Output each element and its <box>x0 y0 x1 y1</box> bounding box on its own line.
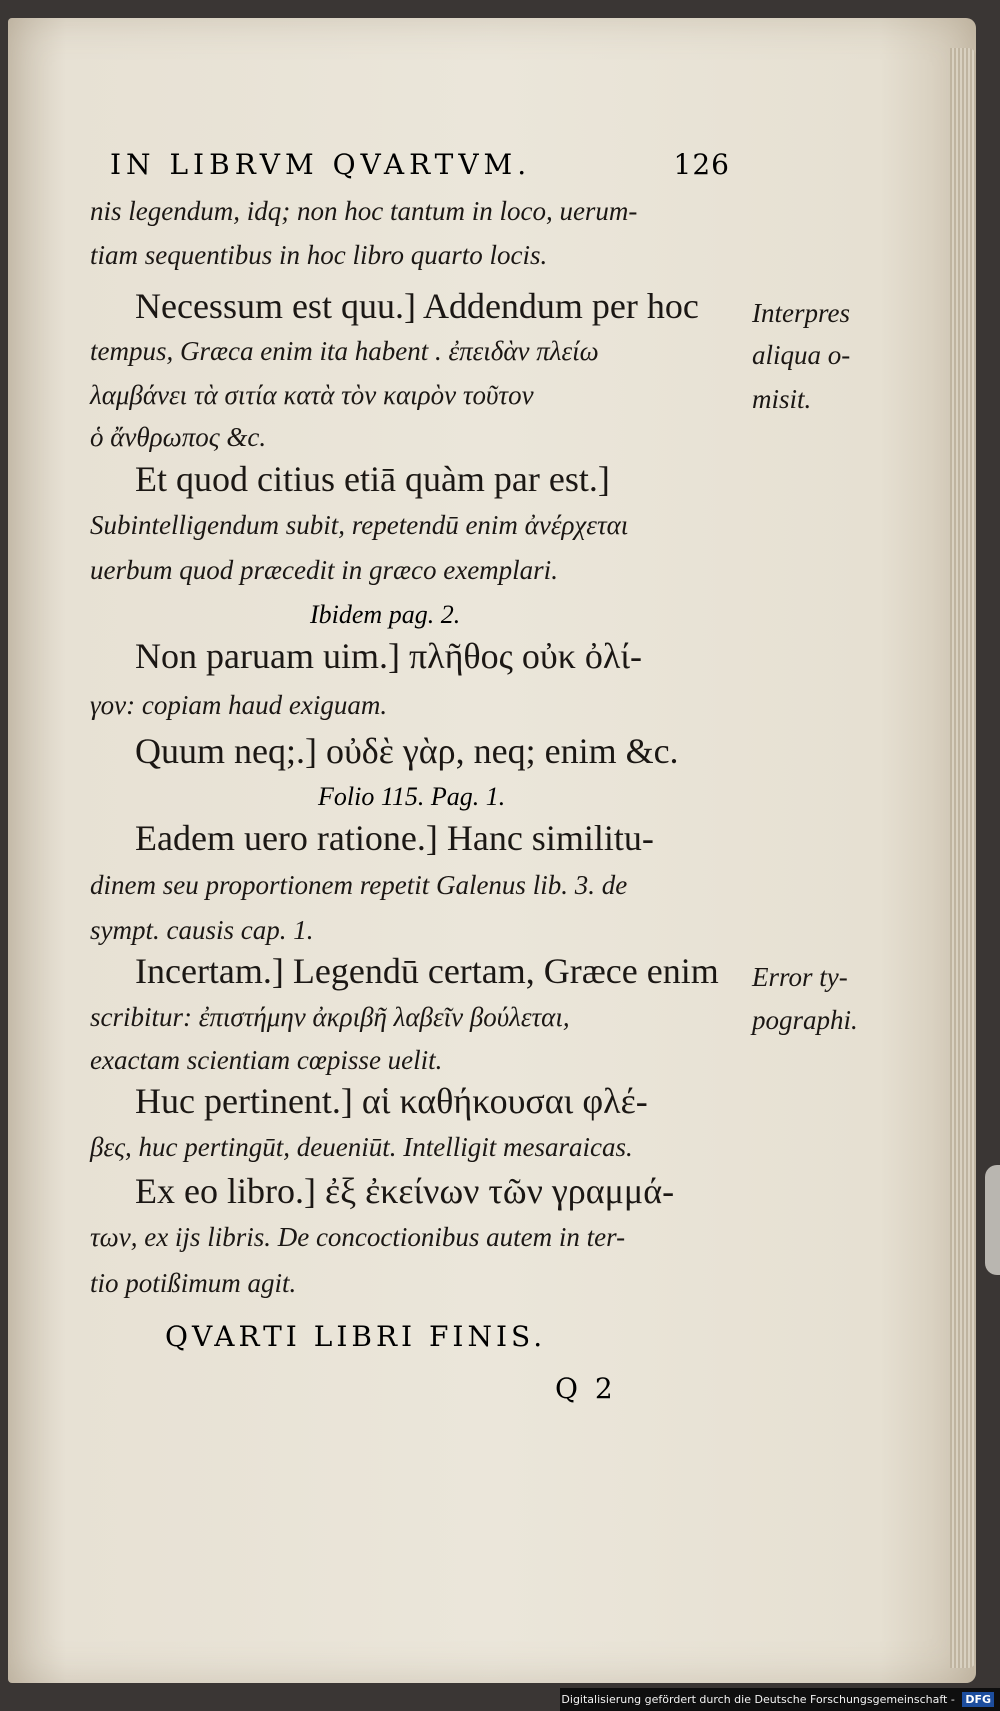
text-line: βες, huc pertingūt, deueniūt. Intelligit mesaraicas. <box>90 1132 633 1162</box>
text-line: Quum neq;.] οὐδὲ γὰρ, neq; enim &c. <box>135 731 679 771</box>
signature-mark: Q 2 <box>555 1372 617 1405</box>
page-number: 126 <box>673 148 730 181</box>
margin-note: pographi. <box>752 1005 858 1035</box>
text-line: Eadem uero ratione.] Hanc similitu- <box>135 818 654 858</box>
text-line: Necessum est quu.] Addendum per hoc <box>135 286 699 326</box>
section-heading: Folio 115. Pag. 1. <box>318 782 506 811</box>
digitization-footer <box>560 1688 1000 1711</box>
book-end-heading: QVARTI LIBRI FINIS. <box>165 1320 547 1353</box>
text-line: Et quod citius etiā quàm par est.] <box>135 459 610 499</box>
margin-note: misit. <box>752 384 812 414</box>
text-line: nis legendum, idq; non hoc tantum in loco, uerum- <box>90 196 638 226</box>
running-head <box>110 148 730 181</box>
text-line: dinem seu proportionem repetit Galenus lib. 3. de <box>90 870 628 900</box>
section-heading: Ibidem pag. 2. <box>310 600 461 629</box>
text-line: tiam sequentibus in hoc libro quarto locis. <box>90 240 548 270</box>
text-line: Incertam.] Legendū certam, Græce enim <box>135 951 719 991</box>
text-line: sympt. causis cap. 1. <box>90 915 314 945</box>
text-line: γον: copiam haud exiguam. <box>90 690 388 720</box>
text-line: Huc pertinent.] αἱ καθήκουσαι φλέ- <box>135 1081 648 1121</box>
text-line: Non paruam uim.] πλῆθος οὐκ ὀλί- <box>135 636 642 676</box>
text-line: Subintelligendum subit, repetendū enim ἀνέρχεται <box>90 510 629 540</box>
page-tab <box>985 1165 1000 1275</box>
text-line: uerbum quod præcedit in græco exemplari. <box>90 555 558 585</box>
text-line: ὁ ἄνθρωπος &c. <box>90 422 267 452</box>
text-line: Ex eo libro.] ἐξ ἐκείνων τῶν γραμμά- <box>135 1171 675 1211</box>
running-head-title: IN LIBRVM QVARTVM. <box>110 148 532 181</box>
text-line: tio potißimum agit. <box>90 1268 297 1298</box>
margin-note: aliqua o- <box>752 340 851 370</box>
text-line: λαμβάνει τὰ σιτία κατὰ τὸν καιρὸν τοῦτον <box>90 380 534 410</box>
page-edge <box>950 48 976 1668</box>
text-line: exactam scientiam cœpisse uelit. <box>90 1045 443 1075</box>
text-line: scribitur: ἐπιστήμην ἀκριβῆ λαβεῖν βούλεται, <box>90 1002 570 1032</box>
margin-note: Interpres <box>752 298 850 328</box>
footer-text: Digitalisierung gefördert durch die Deutsche Forschungsgemeinschaft - <box>561 1693 955 1706</box>
margin-note: Error ty- <box>752 962 848 992</box>
text-line: των, ex ijs libris. De concoctionibus autem in ter- <box>90 1222 626 1252</box>
dfg-logo: DFG <box>962 1692 994 1707</box>
text-line: tempus, Græca enim ita habent . ἐπειδὰν πλείω <box>90 336 599 366</box>
